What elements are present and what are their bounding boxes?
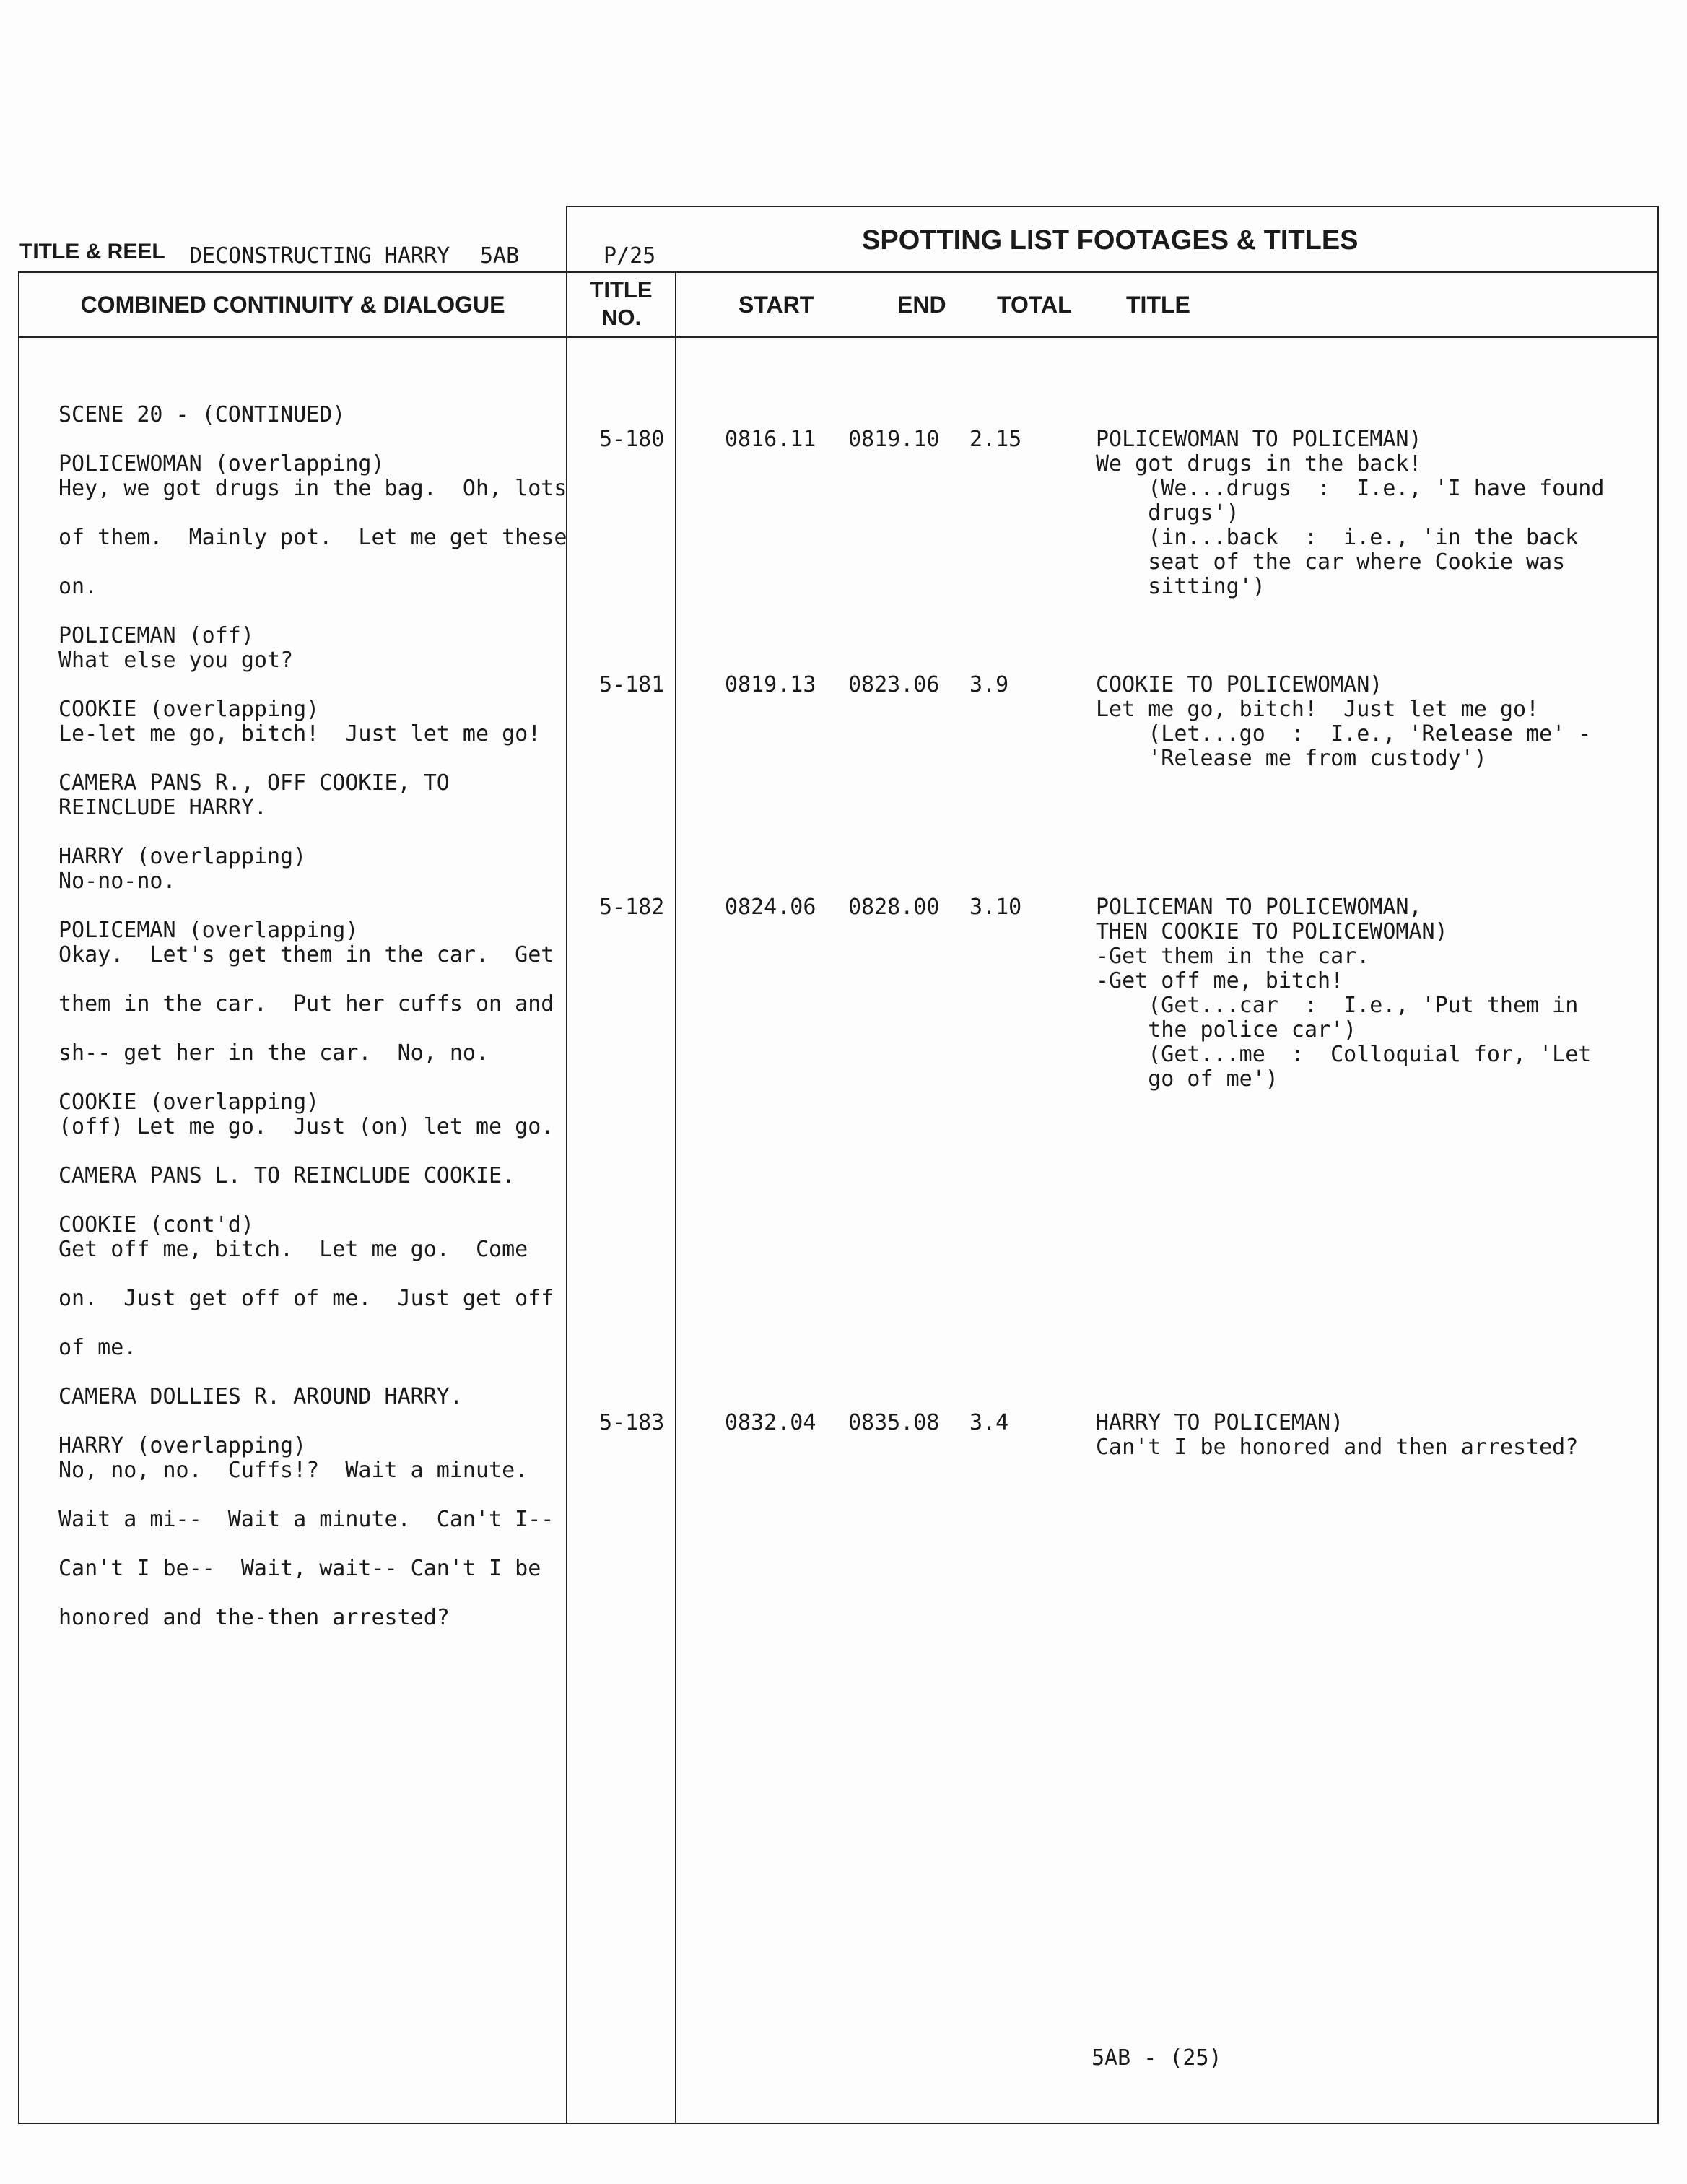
title-text-line: drugs') [1096, 500, 1239, 526]
title-text-line: THEN COOKIE TO POLICEWOMAN) [1096, 919, 1448, 944]
title-text-line: HARRY TO POLICEMAN) [1096, 1410, 1344, 1435]
continuity-line: on. [58, 574, 98, 599]
title-text-line: We got drugs in the back! [1096, 451, 1422, 477]
col-header-title-no [567, 277, 675, 331]
title-text-line: COOKIE TO POLICEWOMAN) [1096, 672, 1383, 697]
title-text-line: 'Release me from custody') [1096, 746, 1487, 771]
title-text-line: (Get...me : Colloquial for, 'Let [1096, 1042, 1592, 1067]
continuity-line: CAMERA PANS L. TO REINCLUDE COOKIE. [58, 1163, 515, 1188]
title-start: 0832.04 [725, 1410, 816, 1435]
continuity-line: of them. Mainly pot. Let me get these [58, 525, 567, 550]
col-header-title-no-line1: TITLE [590, 277, 653, 303]
title-text-line: POLICEMAN TO POLICEWOMAN, [1096, 895, 1422, 920]
col-header-total: TOTAL [997, 292, 1072, 318]
title-text-line: the police car') [1096, 1017, 1357, 1043]
continuity-line: Wait a mi-- Wait a minute. Can't I-- [58, 1507, 554, 1532]
title-text-line: (in...back : i.e., 'in the back [1096, 525, 1579, 550]
continuity-line: REINCLUDE HARRY. [58, 795, 267, 820]
film-title: DECONSTRUCTING HARRY [189, 243, 450, 269]
frame-header-bottom [18, 336, 1659, 338]
continuity-line: POLICEMAN (off) [58, 623, 254, 648]
continuity-line: HARRY (overlapping) [58, 844, 307, 869]
title-text-line: seat of the car where Cookie was [1096, 549, 1566, 575]
continuity-line: No-no-no. [58, 869, 176, 894]
continuity-line: Le-let me go, bitch! Just let me go! [58, 721, 541, 747]
frame-top-right [566, 206, 1659, 207]
page-number: P/25 [603, 243, 656, 269]
title-text-line: (Get...car : I.e., 'Put them in [1096, 993, 1579, 1018]
title-text-line: sitting') [1096, 574, 1265, 599]
frame-right [1657, 206, 1659, 2124]
continuity-line: CAMERA PANS R., OFF COOKIE, TO [58, 770, 450, 796]
title-number: 5-182 [599, 895, 665, 920]
col-header-title-no-line2: NO. [601, 305, 642, 330]
col-header-continuity: COMBINED CONTINUITY & DIALOGUE [80, 292, 505, 318]
title-total: 3.4 [969, 1410, 1009, 1435]
continuity-line: (off) Let me go. Just (on) let me go. [58, 1114, 554, 1139]
frame-left [18, 271, 19, 2124]
continuity-line: CAMERA DOLLIES R. AROUND HARRY. [58, 1384, 463, 1409]
title-text-line: -Get off me, bitch! [1096, 968, 1344, 993]
footer-page-ref: 5AB - (25) [1091, 2045, 1222, 2071]
continuity-line: POLICEMAN (overlapping) [58, 918, 359, 943]
spotting-heading: SPOTTING LIST FOOTAGES & TITLES [862, 225, 1359, 256]
title-end: 0828.00 [848, 895, 940, 920]
title-total: 2.15 [969, 427, 1022, 452]
title-end: 0819.10 [848, 427, 940, 452]
title-end: 0835.08 [848, 1410, 940, 1435]
title-text-line: POLICEWOMAN TO POLICEMAN) [1096, 427, 1422, 452]
continuity-line: on. Just get off of me. Just get off [58, 1286, 554, 1311]
title-total: 3.10 [969, 895, 1022, 920]
continuity-line: COOKIE (cont'd) [58, 1212, 254, 1237]
title-start: 0816.11 [725, 427, 816, 452]
continuity-line: Get off me, bitch. Let me go. Come [58, 1237, 528, 1262]
continuity-line: sh-- get her in the car. No, no. [58, 1040, 489, 1066]
title-start: 0819.13 [725, 672, 816, 697]
title-text-line: Let me go, bitch! Just let me go! [1096, 697, 1540, 722]
divider-title-no [675, 271, 676, 2124]
title-number: 5-181 [599, 672, 665, 697]
title-number: 5-183 [599, 1410, 665, 1435]
continuity-line: HARRY (overlapping) [58, 1433, 307, 1458]
continuity-line: POLICEWOMAN (overlapping) [58, 451, 385, 477]
col-header-title: TITLE [1126, 292, 1190, 318]
title-text-line: Can't I be honored and then arrested? [1096, 1435, 1579, 1460]
continuity-line: honored and the-then arrested? [58, 1605, 450, 1630]
continuity-line: What else you got? [58, 648, 294, 673]
title-total: 3.9 [969, 672, 1009, 697]
title-text-line: (Let...go : I.e., 'Release me' - [1096, 721, 1592, 747]
continuity-line: COOKIE (overlapping) [58, 697, 320, 722]
title-text-line: -Get them in the car. [1096, 944, 1370, 969]
col-header-start: START [738, 292, 814, 318]
continuity-line: Can't I be-- Wait, wait-- Can't I be [58, 1556, 541, 1581]
continuity-line: No, no, no. Cuffs!? Wait a minute. [58, 1458, 528, 1483]
continuity-line: COOKIE (overlapping) [58, 1089, 320, 1115]
title-number: 5-180 [599, 427, 665, 452]
continuity-line: SCENE 20 - (CONTINUED) [58, 402, 346, 427]
continuity-line: them in the car. Put her cuffs on and [58, 991, 554, 1017]
frame-header-top [18, 271, 1659, 273]
continuity-line: Okay. Let's get them in the car. Get [58, 942, 554, 967]
col-header-end: END [897, 292, 946, 318]
continuity-line: of me. [58, 1335, 137, 1360]
title-end: 0823.06 [848, 672, 940, 697]
title-text-line: go of me') [1096, 1066, 1278, 1092]
frame-bottom [18, 2123, 1659, 2124]
title-text-line: (We...drugs : I.e., 'I have found [1096, 476, 1605, 501]
continuity-line: Hey, we got drugs in the bag. Oh, lots [58, 476, 567, 501]
reel-number: 5AB [480, 243, 520, 269]
title-start: 0824.06 [725, 895, 816, 920]
title-reel-label: TITLE & REEL [19, 240, 165, 264]
